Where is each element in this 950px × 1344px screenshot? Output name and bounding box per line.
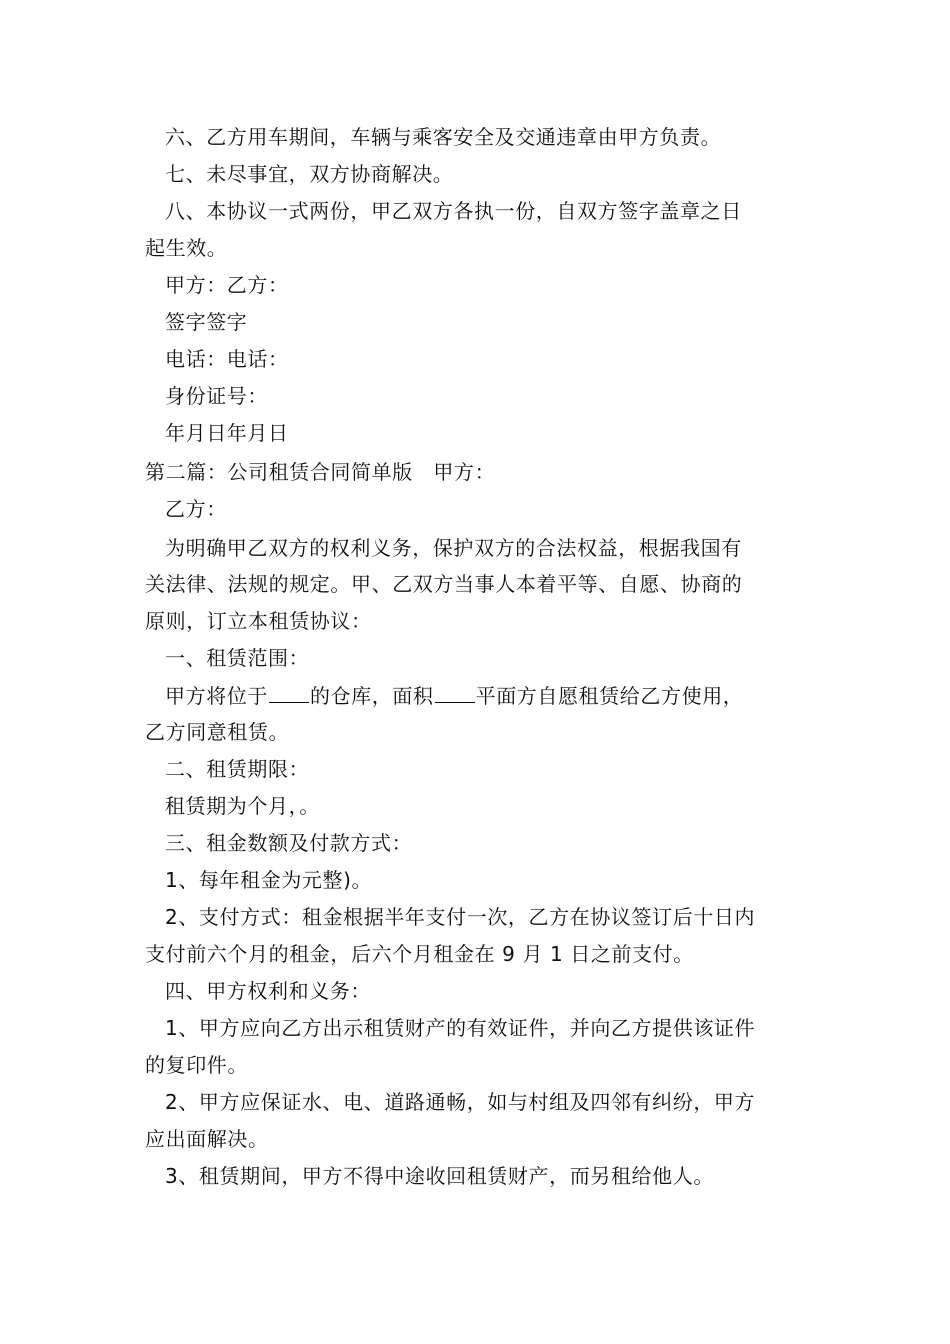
signature-line: 签字签字 [165, 310, 248, 334]
date-line: 年月日年月日 [165, 421, 289, 445]
rent-item-2-line-2: 支付前六个月的租金，后六个月租金在 9 月 1 日之前支付。 [145, 942, 694, 966]
party-b-line: 乙方： [165, 497, 227, 521]
intro-line-3: 原则，订立本租赁协议： [145, 609, 372, 633]
scope-line-1 [165, 682, 743, 709]
duty-3-line: 3、租赁期间，甲方不得中途收回租赁财产，而另租给他人。 [165, 1164, 714, 1188]
heading-lessor-duties: 四、甲方权利和义务： [165, 979, 371, 1003]
intro-line-2: 关法律、法规的规定。甲、乙双方当事人本着平等、自愿、协商的 [145, 572, 743, 596]
heading-lease-term: 二、租赁期限： [165, 757, 310, 781]
heading-rent: 三、租金数额及付款方式： [165, 831, 413, 855]
term-line: 租赁期为个月，。 [165, 794, 320, 818]
clause-8-line-2: 起生效。 [145, 236, 228, 260]
rent-item-2-line-1: 2、支付方式：租金根据半年支付一次，乙方在协议签订后十日内 [165, 905, 756, 929]
duty-1-line-1: 1、甲方应向乙方出示租赁财产的有效证件，并向乙方提供该证件 [165, 1016, 756, 1040]
blank-location [269, 682, 309, 703]
duty-2-line-2: 应出面解决。 [145, 1127, 269, 1151]
section-2-title: 第二篇：公司租赁合同简单版 甲方： [145, 460, 496, 484]
heading-lease-scope: 一、租赁范围： [165, 646, 310, 670]
clause-6: 六、乙方用车期间，车辆与乘客安全及交通违章由甲方负责。 [165, 125, 722, 149]
party-line: 甲方：乙方： [165, 273, 289, 297]
scope-text-1: 甲方将位于 [165, 684, 268, 708]
phone-line: 电话：电话： [165, 347, 289, 371]
clause-7: 七、未尽事宜，双方协商解决。 [165, 162, 454, 186]
duty-2-line-1: 2、甲方应保证水、电、道路通畅，如与村组及四邻有纠纷，甲方 [165, 1090, 756, 1114]
clause-8-line-1: 八、本协议一式两份，甲乙双方各执一份，自双方签字盖章之日 [165, 199, 742, 223]
blank-area [435, 682, 475, 703]
intro-line-1: 为明确甲乙双方的权利义务，保护双方的合法权益，根据我国有 [165, 536, 742, 560]
id-number-line: 身份证号： [165, 384, 268, 408]
duty-1-line-2: 的复印件。 [145, 1053, 248, 1077]
scope-text-2: 的仓库，面积 [310, 684, 434, 708]
rent-item-1: 1、每年租金为元整)。 [165, 868, 373, 892]
scope-text-3: 平面方自愿租赁给乙方使用， [475, 684, 744, 708]
scope-line-2: 乙方同意租赁。 [145, 720, 290, 744]
